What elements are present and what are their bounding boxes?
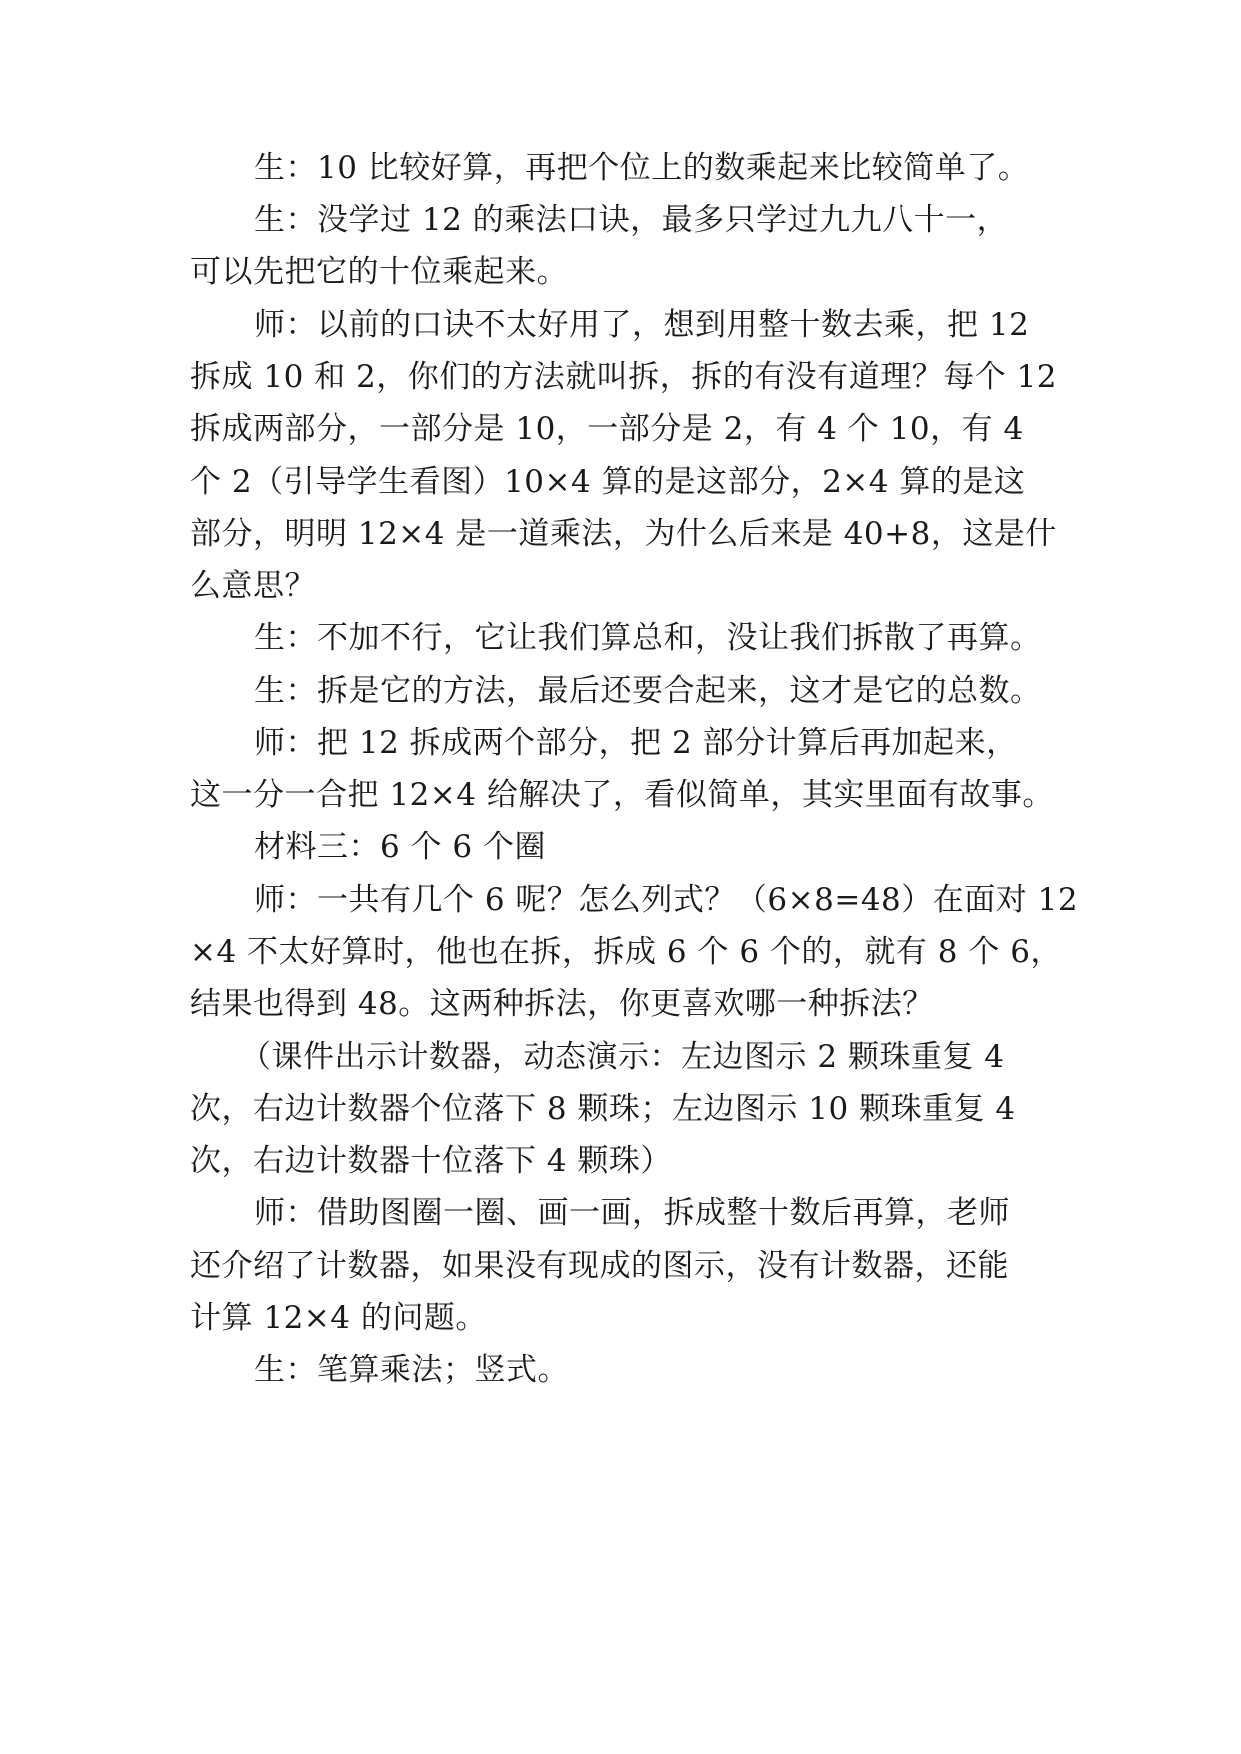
paragraph-line: 部分，明明 12×4 是一道乘法，为什么后来是 40+8，这是什	[190, 516, 1057, 552]
paragraph-line: 拆成 10 和 2，你们的方法就叫拆，拆的有没有道理？每个 12	[190, 359, 1058, 395]
paragraph-line: 么意思？	[190, 568, 316, 604]
paragraph-line: 次，右边计数器个位落下 8 颗珠；左边图示 10 颗珠重复 4	[190, 1091, 1016, 1127]
paragraph-line: （课件出示计数器，动态演示：左边图示 2 颗珠重复 4	[240, 1039, 1005, 1075]
paragraph-line: 计算 12×4 的问题。	[190, 1300, 487, 1336]
paragraph-line: 师：以前的口诀不太好用了，想到用整十数去乘，把 12	[254, 307, 1030, 343]
paragraph-line: 次，右边计数器十位落下 4 颗珠）	[190, 1143, 672, 1179]
paragraph-line: 结果也得到 48。这两种拆法，你更喜欢哪一种拆法？	[190, 986, 934, 1022]
section-heading: 材料三：6 个 6 个圈	[254, 829, 547, 865]
paragraph-line: 个 2（引导学生看图）10×4 算的是这部分，2×4 算的是这	[190, 464, 1026, 500]
paragraph-line: 生：没学过 12 的乘法口诀，最多只学过九九八十一，	[254, 202, 1009, 238]
paragraph-line: 生：拆是它的方法，最后还要合起来，这才是它的总数。	[254, 673, 1042, 709]
paragraph-line: 师：一共有几个 6 呢？怎么列式？（6×8=48）在面对 12	[254, 882, 1079, 918]
paragraph-line: 生：10 比较好算，再把个位上的数乘起来比较简单了。	[254, 150, 1030, 186]
paragraph-line: ×4 不太好算时，他也在拆，拆成 6 个 6 个的，就有 8 个 6，	[190, 934, 1062, 970]
paragraph-line: 还介绍了计数器，如果没有现成的图示，没有计数器，还能	[190, 1248, 1009, 1284]
paragraph-line: 这一分一合把 12×4 给解决了，看似简单，其实里面有故事。	[190, 777, 1054, 813]
paragraph-line: 拆成两部分，一部分是 10，一部分是 2，有 4 个 10，有 4	[190, 411, 1024, 447]
paragraph-line: 师：把 12 拆成两个部分，把 2 部分计算后再加起来，	[254, 725, 1018, 761]
paragraph-line: 可以先把它的十位乘起来。	[190, 254, 568, 290]
paragraph-line: 师：借助图圈一圈、画一画，拆成整十数后再算，老师	[254, 1195, 1010, 1231]
paragraph-line: 生：不加不行，它让我们算总和，没让我们拆散了再算。	[254, 620, 1042, 656]
paragraph-line: 生：笔算乘法；竖式。	[254, 1352, 569, 1388]
